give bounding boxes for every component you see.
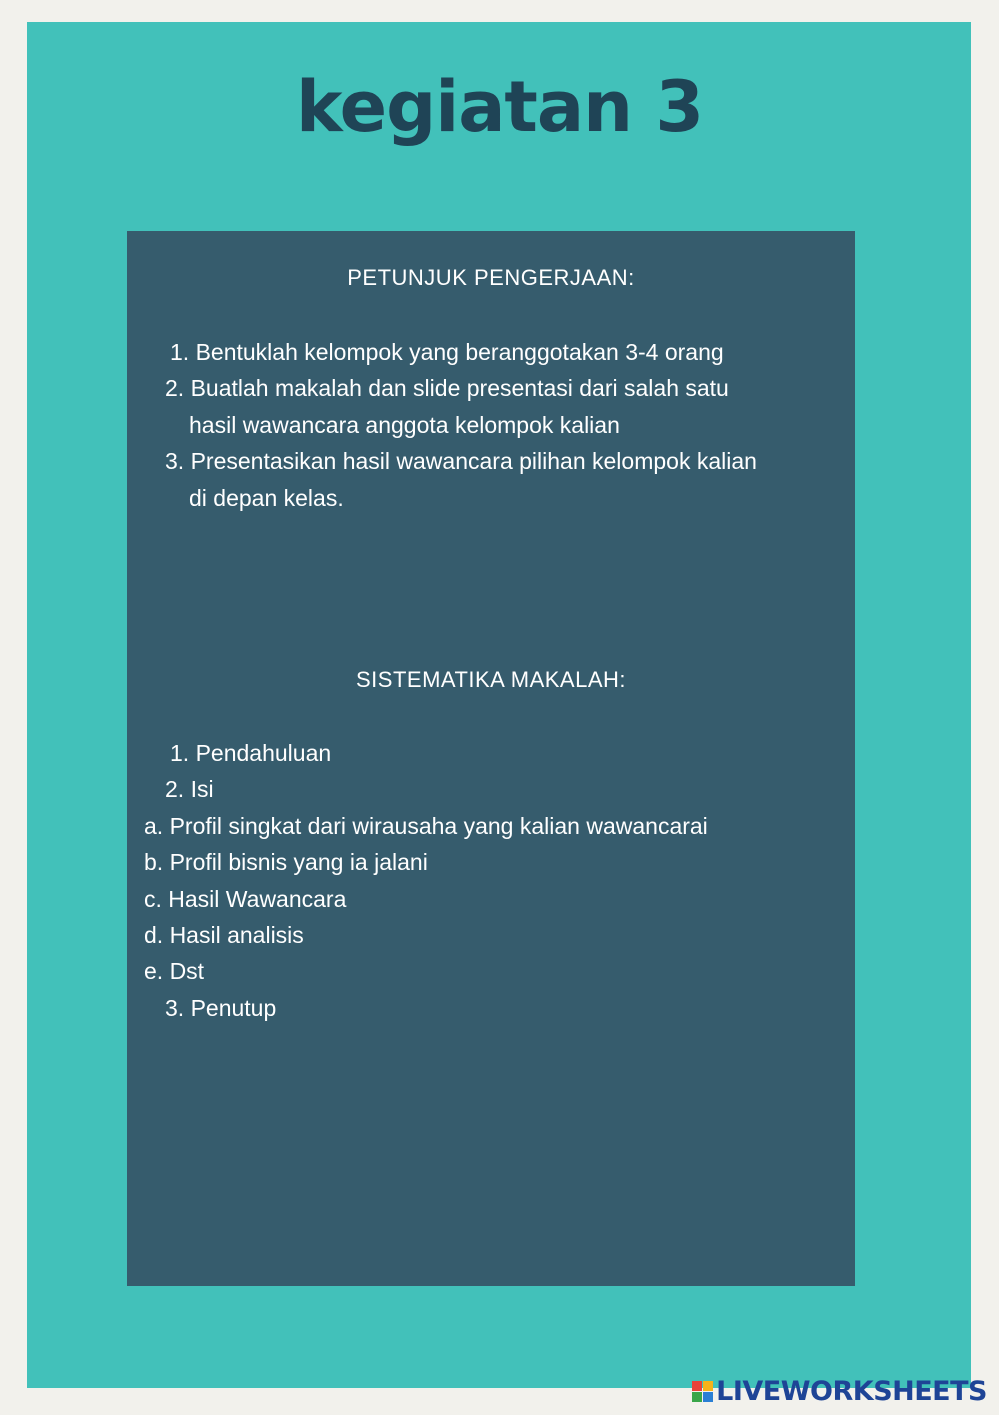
petunjuk-item-2-cont: hasil wawancara anggota kelompok kalian bbox=[189, 412, 620, 438]
petunjuk-item-1: 1. Bentuklah kelompok yang beranggotakan 3-4 orang bbox=[170, 339, 724, 365]
liveworksheets-logo bbox=[692, 1373, 987, 1409]
petunjuk-item-3-cont: di depan kelas. bbox=[189, 485, 344, 511]
sistematika-sub-d: d. Hasil analisis bbox=[144, 922, 304, 948]
logo-block-yellow bbox=[703, 1381, 713, 1391]
logo-text: LIVEWORKSHEETS bbox=[716, 1375, 987, 1407]
petunjuk-heading: PETUNJUK PENGERJAAN: bbox=[347, 265, 635, 290]
logo-block-red bbox=[692, 1381, 702, 1391]
petunjuk-item-2: 2. Buatlah makalah dan slide presentasi dari salah satu bbox=[165, 375, 729, 401]
sistematika-sub-a: a. Profil singkat dari wirausaha yang kalian wawancarai bbox=[144, 813, 708, 839]
logo-block-green bbox=[692, 1392, 702, 1402]
instruction-panel bbox=[127, 231, 855, 1286]
sistematika-heading: SISTEMATIKA MAKALAH: bbox=[356, 667, 626, 692]
sistematika-sub-b: b. Profil bisnis yang ia jalani bbox=[144, 849, 428, 875]
sistematika-sub-e: e. Dst bbox=[144, 958, 205, 984]
logo-icon bbox=[692, 1381, 713, 1402]
sistematika-item-1: 1. Pendahuluan bbox=[170, 740, 332, 766]
petunjuk-item-3: 3. Presentasikan hasil wawancara pilihan kelompok kalian bbox=[165, 448, 757, 474]
logo-block-blue bbox=[703, 1392, 713, 1402]
page-title: kegiatan 3 bbox=[295, 66, 704, 148]
sistematika-item-2: 2. Isi bbox=[165, 776, 214, 802]
sistematika-sub-c: c. Hasil Wawancara bbox=[144, 886, 347, 912]
sistematika-item-3: 3. Penutup bbox=[165, 995, 277, 1021]
